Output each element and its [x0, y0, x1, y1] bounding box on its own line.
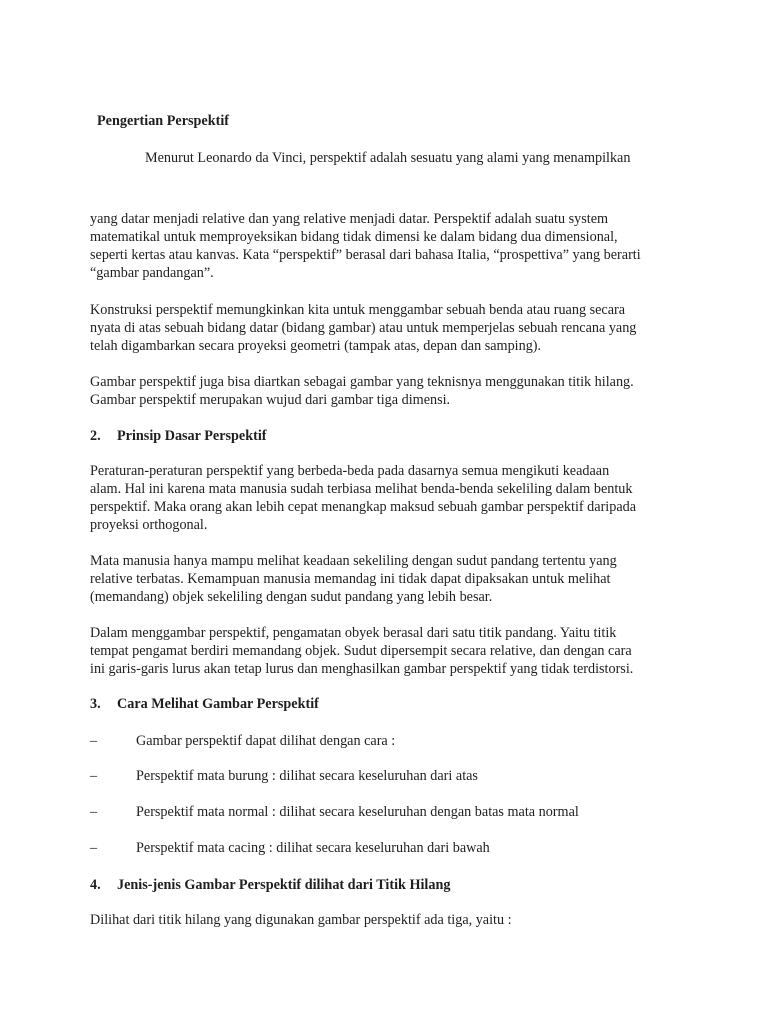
list-bullet: –: [90, 768, 98, 784]
list-item: [90, 839, 490, 857]
document-title: Pengertian Perspektif: [97, 113, 229, 129]
section-number: 4.: [90, 877, 101, 893]
paragraph: [90, 624, 690, 678]
intro-first-line: [145, 149, 745, 167]
text-line: telah digambarkan secara proyeksi geometri (tampak atas, depan dan samping).: [90, 338, 542, 354]
list-item-text: Perspektif mata cacing : dilihat secara keseluruhan dari bawah: [136, 840, 490, 856]
list-item: [90, 767, 478, 785]
text-line: seperti kertas atau kanvas. Kata “perspektif” berasal dari bahasa Italia, “prospettiva” yang berarti: [90, 247, 641, 263]
list-item-text: Perspektif mata normal : dilihat secara keseluruhan dengan batas mata normal: [136, 804, 579, 820]
paragraph: [90, 210, 690, 282]
paragraph: [90, 552, 690, 606]
text-line: “gambar pandangan”.: [90, 265, 214, 281]
paragraph: [90, 373, 690, 409]
section-title: Jenis-jenis Gambar Perspektif dilihat dari Titik Hilang: [117, 877, 451, 893]
list-item-text: Perspektif mata burung : dilihat secara keseluruhan dari atas: [136, 768, 478, 784]
text-line: Menurut Leonardo da Vinci, perspektif adalah sesuatu yang alami yang menampilkan: [145, 150, 631, 166]
section-heading: [90, 695, 319, 713]
text-line: ini garis-garis lurus akan tetap lurus dan menghasilkan gambar perspektif yang tidak terdistorsi.: [90, 661, 634, 677]
section-heading: [90, 427, 267, 445]
section-title: Prinsip Dasar Perspektif: [117, 428, 267, 444]
text-line: relative terbatas. Kemampuan manusia memandag ini tidak dapat dipaksakan untuk melihat: [90, 571, 611, 587]
text-line: perspektif. Maka orang akan lebih cepat menangkap maksud sebuah gambar perspektif daripada: [90, 499, 637, 515]
text-line: tempat pengamat berdiri memandang objek. Sudut dipersempit secara relative, dan dengan cara: [90, 643, 632, 659]
list-item: [90, 732, 395, 750]
paragraph: [90, 911, 690, 929]
text-line: alam. Hal ini karena mata manusia sudah terbiasa melihat benda-benda sekeliling dalam bentuk: [90, 481, 633, 497]
section-title: Cara Melihat Gambar Perspektif: [117, 696, 319, 712]
text-line: Gambar perspektif merupakan wujud dari gambar tiga dimensi.: [90, 392, 451, 408]
section-number: 2.: [90, 428, 101, 444]
text-line: matematikal untuk memproyeksikan bidang tidak dimensi ke dalam bidang dua dimensional,: [90, 229, 618, 245]
text-line: Konstruksi perspektif memungkinkan kita untuk menggambar sebuah benda atau ruang secara: [90, 302, 626, 318]
text-line: (memandang) objek sekeliling dengan sudut pandang yang lebih besar.: [90, 589, 493, 605]
list-bullet: –: [90, 804, 98, 820]
text-line: Dilihat dari titik hilang yang digunakan gambar perspektif ada tiga, yaitu :: [90, 912, 512, 928]
text-line: Gambar perspektif juga bisa diartkan sebagai gambar yang teknisnya menggunakan titik hilang.: [90, 374, 634, 390]
text-line: Peraturan-peraturan perspektif yang berbeda-beda pada dasarnya semua mengikuti keadaan: [90, 463, 610, 479]
text-line: Mata manusia hanya mampu melihat keadaan sekeliling dengan sudut pandang tertentu yang: [90, 553, 617, 569]
text-line: Dalam menggambar perspektif, pengamatan obyek berasal dari satu titik pandang. Yaitu titik: [90, 625, 617, 641]
list-bullet: –: [90, 840, 98, 856]
list-item-text: Gambar perspektif dapat dilihat dengan cara :: [136, 733, 396, 749]
text-line: yang datar menjadi relative dan yang relative menjadi datar. Perspektif adalah suatu system: [90, 211, 609, 227]
text-line: proyeksi orthogonal.: [90, 517, 208, 533]
list-item: [90, 803, 579, 821]
paragraph: [90, 462, 690, 534]
section-number: 3.: [90, 696, 101, 712]
text-line: nyata di atas sebuah bidang datar (bidang gambar) atau untuk memperjelas sebuah rencana yang: [90, 320, 637, 336]
list-bullet: –: [90, 733, 98, 749]
section-heading: [90, 876, 450, 894]
paragraph: [90, 301, 690, 355]
